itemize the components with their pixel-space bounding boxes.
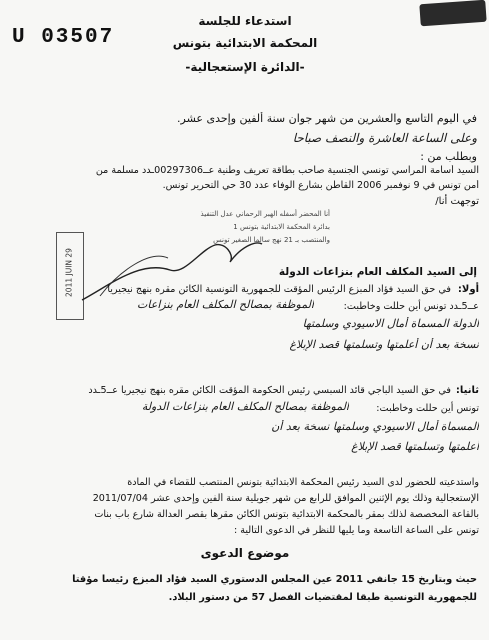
first-recipient-hand-1: الموظفة بمصالح المكلف العام بنزاعات [137, 298, 314, 311]
chamber-name: -الدائرة الإستعجالية- [185, 60, 305, 74]
date-line: في اليوم التاسع والعشرين من شهر جوان سنة ألفين وإحدى عشر. [177, 112, 477, 125]
second-recipient-hand-1: الموظفة بمصالح المكلف العام بنزاعات الدولة [141, 400, 349, 413]
second-recipient-text: في حق السيد الباجي قائد السبسي رئيس الحكومة المؤقت الكائن مقره بنهج نيجيريا عــ5ـدد [88, 385, 451, 396]
first-recipient-label: أولا: [457, 284, 479, 295]
bailiff-stamp-line-3: والمنتصب بـ 21 نهج سالما الصغير تونس [213, 236, 330, 244]
summons-line-2: الإستعجالية وذلك يوم الإثنين الموافق للرابع من شهر جويلية سنة ألفين وإحدى عشر 2011/07/04 [92, 493, 479, 504]
bailiff-stamp-line-1: أنا المحضر أسفله الهبر الرحماني عدل التنفيذ [200, 210, 330, 218]
first-recipient-text-2: عــ5ـدد تونس أين حللت وخاطبت: [343, 301, 479, 312]
recipients-heading: إلى السيد المكلف العام بنزاعات الدولة [278, 266, 477, 278]
requester-line-1: السيد أسامة المراسي تونسي الجنسية صاحب بطاقة تعريف وطنية عــ00297306ـدد مسلمة من [95, 165, 479, 176]
court-name: المحكمة الابتدائية بتونس [172, 36, 318, 50]
second-recipient-label: ثانيا: [455, 385, 479, 396]
serial-number: U 03507 [12, 26, 115, 49]
date-stamp-text: 2011 JUIN 29 [64, 248, 74, 297]
first-recipient-hand-2: الدولة المسماة أمال الاسيودي وسلمتها [302, 317, 479, 330]
summons-line-1: واستدعيته للحضور لدى السيد رئيس المحكمة الابتدائية بتونس المنتصب للقضاء في المادة [127, 477, 479, 488]
second-recipient-text-2: تونس أين حللت وخاطبت: [376, 403, 479, 414]
request-line: وبطلب من : [420, 150, 477, 163]
document-title: استدعاء للجلسة [198, 14, 292, 28]
subject-line-2: للجمهورية التونسية طبقا لمقتضيات الفصل 57 من دستور البلاد. [168, 592, 477, 603]
summons-line-3: بالقاعة المخصصة لذلك بمقر بالمحكمة الابتدائية بتونس الكائن مقرها بقصر العدالة شارع باب بنات [94, 509, 479, 520]
second-recipient-hand-2: المسماة أمال الاسيودي وسلمتها نسخة بعد أن [271, 420, 479, 433]
subject-line-1: حيث وبتاريخ 15 جانفي 2011 عين المجلس الدستوري السيد فؤاد المبزع رئيسا مؤقتا [72, 574, 477, 585]
first-recipient-hand-3: نسخة بعد أن أعلمتها وتسلمتها قصد الإبلاغ [289, 338, 479, 351]
requester-line-2: أمن تونس في 9 نوفمبر 2006 القاطن بشارع الوفاء عدد 30 حي التحرير تونس. [162, 180, 479, 191]
summons-line-4: تونس على الساعة التاسعة وما يليها للنظر في الدعوى التالية : [233, 525, 479, 536]
time-line: وعلى الساعة العاشرة والنصف صباحا [292, 131, 477, 145]
second-recipient-hand-3: أعلمتها وتسلمتها قصد الإبلاغ [351, 440, 479, 453]
subject-heading: موضوع الدعوى [200, 546, 290, 560]
first-recipient-text: في حق السيد فؤاد المبزع الرئيس المؤقت للجمهورية التونسية الكائن مقره بنهج نيجيريا [107, 284, 451, 295]
requester-line-3: توجهت أنا/ [435, 196, 479, 207]
bailiff-stamp-line-2: بدائرة المحكمة الابتدائية بتونس 1 [233, 223, 330, 231]
